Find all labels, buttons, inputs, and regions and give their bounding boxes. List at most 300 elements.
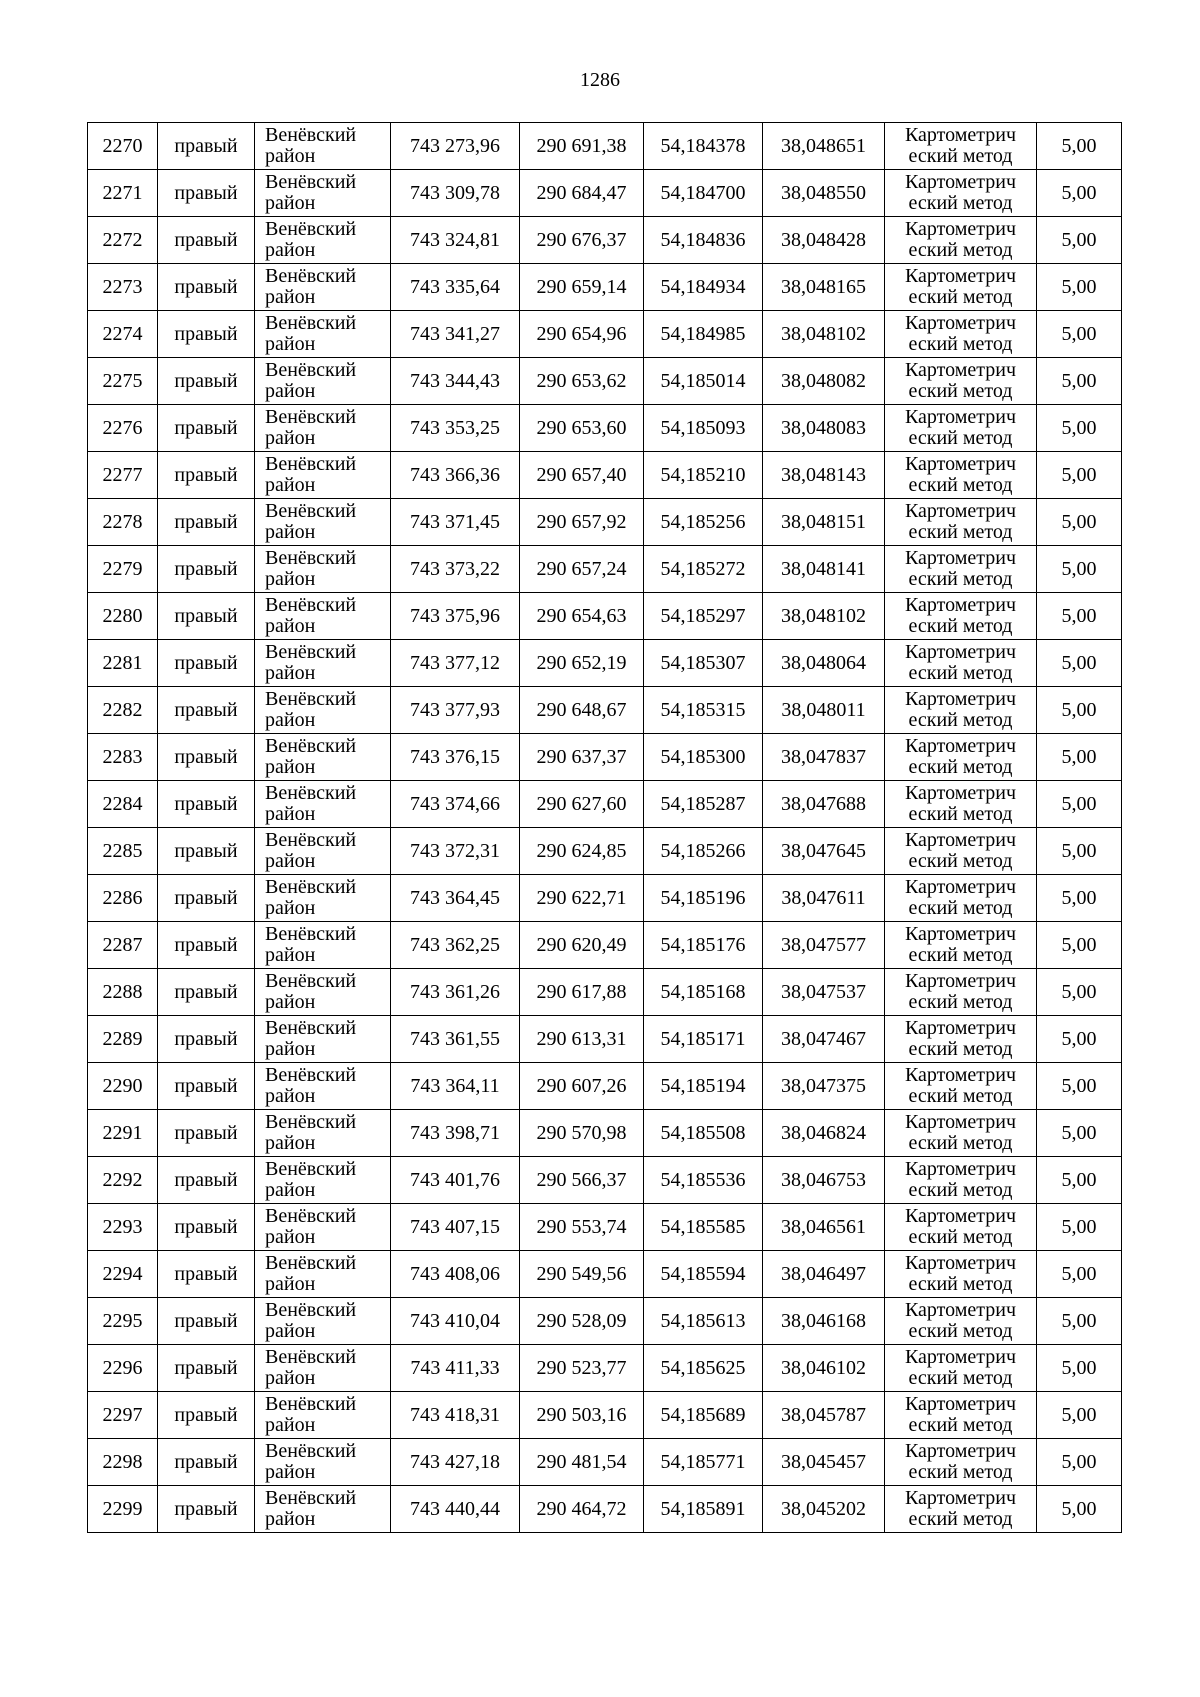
region-cell <box>255 781 391 828</box>
region-cell <box>255 1204 391 1251</box>
coord-y-cell: 290 659,14 <box>520 264 644 311</box>
method-cell <box>885 1110 1037 1157</box>
precision-cell: 5,00 <box>1037 687 1122 734</box>
region-line: Венёвский <box>265 406 357 428</box>
region-line: Венёвский <box>265 876 357 898</box>
region-cell <box>255 593 391 640</box>
region-line: район <box>265 286 316 308</box>
bank-side-cell: правый <box>158 593 255 640</box>
longitude-cell: 38,046168 <box>763 1298 885 1345</box>
coord-y-cell: 290 657,40 <box>520 452 644 499</box>
region-line: район <box>265 850 316 872</box>
region-line: Венёвский <box>265 641 357 663</box>
method-line: еский метод <box>908 1461 1013 1483</box>
method-line: еский метод <box>908 850 1013 872</box>
region-line: район <box>265 568 316 590</box>
region-line: Венёвский <box>265 1252 357 1274</box>
table-row <box>88 1486 1122 1533</box>
latitude-cell: 54,185585 <box>644 1204 763 1251</box>
table-row <box>88 1204 1122 1251</box>
method-line: еский метод <box>908 897 1013 919</box>
method-cell <box>885 452 1037 499</box>
coord-y-cell: 290 523,77 <box>520 1345 644 1392</box>
precision-cell: 5,00 <box>1037 593 1122 640</box>
latitude-cell: 54,185168 <box>644 969 763 1016</box>
coord-x-cell: 743 366,36 <box>391 452 520 499</box>
region-line: Венёвский <box>265 218 357 240</box>
coord-x-cell: 743 410,04 <box>391 1298 520 1345</box>
coord-y-cell: 290 481,54 <box>520 1439 644 1486</box>
precision-cell: 5,00 <box>1037 640 1122 687</box>
method-line: Картометрич <box>904 1440 1017 1462</box>
bank-side-cell: правый <box>158 123 255 170</box>
precision-cell: 5,00 <box>1037 1204 1122 1251</box>
method-cell <box>885 1298 1037 1345</box>
method-line: Картометрич <box>904 1346 1017 1368</box>
region-cell <box>255 1110 391 1157</box>
region-cell <box>255 875 391 922</box>
coord-y-cell: 290 566,37 <box>520 1157 644 1204</box>
point-number-cell: 2274 <box>88 311 158 358</box>
point-number-cell: 2290 <box>88 1063 158 1110</box>
longitude-cell: 38,048064 <box>763 640 885 687</box>
point-number-cell: 2299 <box>88 1486 158 1533</box>
coord-x-cell: 743 341,27 <box>391 311 520 358</box>
region-line: Венёвский <box>265 1346 357 1368</box>
method-line: Картометрич <box>904 171 1017 193</box>
coord-x-cell: 743 362,25 <box>391 922 520 969</box>
latitude-cell: 54,185093 <box>644 405 763 452</box>
latitude-cell: 54,184934 <box>644 264 763 311</box>
method-cell <box>885 1016 1037 1063</box>
bank-side-cell: правый <box>158 358 255 405</box>
point-number-cell: 2285 <box>88 828 158 875</box>
precision-cell: 5,00 <box>1037 358 1122 405</box>
point-number-cell: 2282 <box>88 687 158 734</box>
table-body <box>88 123 1122 1533</box>
region-line: Венёвский <box>265 970 357 992</box>
latitude-cell: 54,185594 <box>644 1251 763 1298</box>
coord-y-cell: 290 657,92 <box>520 499 644 546</box>
point-number-cell: 2275 <box>88 358 158 405</box>
point-number-cell: 2286 <box>88 875 158 922</box>
precision-cell: 5,00 <box>1037 1439 1122 1486</box>
longitude-cell: 38,048151 <box>763 499 885 546</box>
region-line: Венёвский <box>265 312 357 334</box>
region-cell <box>255 969 391 1016</box>
coord-y-cell: 290 657,24 <box>520 546 644 593</box>
region-line: Венёвский <box>265 453 357 475</box>
method-cell <box>885 593 1037 640</box>
region-line: район <box>265 944 316 966</box>
coord-x-cell: 743 353,25 <box>391 405 520 452</box>
method-line: Картометрич <box>904 1111 1017 1133</box>
method-line: еский метод <box>908 568 1013 590</box>
longitude-cell: 38,048550 <box>763 170 885 217</box>
latitude-cell: 54,185536 <box>644 1157 763 1204</box>
point-number-cell: 2283 <box>88 734 158 781</box>
table-row <box>88 1251 1122 1298</box>
latitude-cell: 54,185196 <box>644 875 763 922</box>
table-row <box>88 1016 1122 1063</box>
region-line: Венёвский <box>265 359 357 381</box>
bank-side-cell: правый <box>158 1298 255 1345</box>
method-line: еский метод <box>908 1132 1013 1154</box>
coord-x-cell: 743 411,33 <box>391 1345 520 1392</box>
coord-y-cell: 290 549,56 <box>520 1251 644 1298</box>
method-line: еский метод <box>908 944 1013 966</box>
table-row <box>88 593 1122 640</box>
region-line: Венёвский <box>265 265 357 287</box>
method-line: Картометрич <box>904 1064 1017 1086</box>
method-line: Картометрич <box>904 923 1017 945</box>
region-line: район <box>265 1320 316 1342</box>
table-row <box>88 1298 1122 1345</box>
method-line: Картометрич <box>904 453 1017 475</box>
region-line: Венёвский <box>265 124 357 146</box>
bank-side-cell: правый <box>158 1392 255 1439</box>
precision-cell: 5,00 <box>1037 264 1122 311</box>
coord-y-cell: 290 622,71 <box>520 875 644 922</box>
bank-side-cell: правый <box>158 640 255 687</box>
precision-cell: 5,00 <box>1037 875 1122 922</box>
method-cell <box>885 499 1037 546</box>
table-row <box>88 1439 1122 1486</box>
region-line: район <box>265 1461 316 1483</box>
method-cell <box>885 875 1037 922</box>
method-line: еский метод <box>908 1226 1013 1248</box>
method-line: еский метод <box>908 803 1013 825</box>
latitude-cell: 54,185266 <box>644 828 763 875</box>
longitude-cell: 38,048102 <box>763 311 885 358</box>
method-line: Картометрич <box>904 970 1017 992</box>
table-row <box>88 358 1122 405</box>
region-line: район <box>265 803 316 825</box>
longitude-cell: 38,046102 <box>763 1345 885 1392</box>
method-cell <box>885 264 1037 311</box>
method-line: Картометрич <box>904 1393 1017 1415</box>
point-number-cell: 2296 <box>88 1345 158 1392</box>
bank-side-cell: правый <box>158 969 255 1016</box>
method-line: Картометрич <box>904 782 1017 804</box>
coord-x-cell: 743 361,26 <box>391 969 520 1016</box>
method-cell <box>885 969 1037 1016</box>
longitude-cell: 38,045202 <box>763 1486 885 1533</box>
coord-y-cell: 290 648,67 <box>520 687 644 734</box>
region-line: Венёвский <box>265 829 357 851</box>
region-line: район <box>265 991 316 1013</box>
method-line: еский метод <box>908 286 1013 308</box>
method-line: Картометрич <box>904 1017 1017 1039</box>
precision-cell: 5,00 <box>1037 170 1122 217</box>
coord-y-cell: 290 528,09 <box>520 1298 644 1345</box>
longitude-cell: 38,047537 <box>763 969 885 1016</box>
method-line: еский метод <box>908 1320 1013 1342</box>
table-row <box>88 452 1122 499</box>
method-cell <box>885 828 1037 875</box>
point-number-cell: 2284 <box>88 781 158 828</box>
point-number-cell: 2276 <box>88 405 158 452</box>
method-line: еский метод <box>908 1273 1013 1295</box>
latitude-cell: 54,185272 <box>644 546 763 593</box>
method-cell <box>885 1439 1037 1486</box>
region-line: район <box>265 427 316 449</box>
table-row <box>88 405 1122 452</box>
precision-cell: 5,00 <box>1037 1251 1122 1298</box>
method-line: Картометрич <box>904 1299 1017 1321</box>
region-line: район <box>265 756 316 778</box>
table-row <box>88 1345 1122 1392</box>
coord-x-cell: 743 377,93 <box>391 687 520 734</box>
method-line: еский метод <box>908 192 1013 214</box>
longitude-cell: 38,046497 <box>763 1251 885 1298</box>
method-line: еский метод <box>908 662 1013 684</box>
method-line: еский метод <box>908 1414 1013 1436</box>
coord-y-cell: 290 654,63 <box>520 593 644 640</box>
region-line: район <box>265 521 316 543</box>
region-line: Венёвский <box>265 1487 357 1509</box>
method-cell <box>885 1204 1037 1251</box>
coord-x-cell: 743 344,43 <box>391 358 520 405</box>
latitude-cell: 54,185771 <box>644 1439 763 1486</box>
longitude-cell: 38,047611 <box>763 875 885 922</box>
coordinates-table <box>87 122 1122 1533</box>
coord-y-cell: 290 503,16 <box>520 1392 644 1439</box>
method-line: еский метод <box>908 709 1013 731</box>
region-cell <box>255 640 391 687</box>
longitude-cell: 38,048143 <box>763 452 885 499</box>
method-line: Картометрич <box>904 1252 1017 1274</box>
method-line: Картометрич <box>904 1487 1017 1509</box>
point-number-cell: 2294 <box>88 1251 158 1298</box>
region-line: район <box>265 1508 316 1530</box>
method-line: Картометрич <box>904 688 1017 710</box>
method-line: Картометрич <box>904 312 1017 334</box>
coord-y-cell: 290 617,88 <box>520 969 644 1016</box>
method-line: еский метод <box>908 380 1013 402</box>
point-number-cell: 2292 <box>88 1157 158 1204</box>
region-cell <box>255 1298 391 1345</box>
region-cell <box>255 687 391 734</box>
region-line: Венёвский <box>265 735 357 757</box>
region-line: район <box>265 615 316 637</box>
coord-y-cell: 290 607,26 <box>520 1063 644 1110</box>
bank-side-cell: правый <box>158 405 255 452</box>
table-row <box>88 640 1122 687</box>
region-cell <box>255 123 391 170</box>
region-line: район <box>265 1273 316 1295</box>
region-cell <box>255 1345 391 1392</box>
method-cell <box>885 123 1037 170</box>
precision-cell: 5,00 <box>1037 969 1122 1016</box>
coord-y-cell: 290 553,74 <box>520 1204 644 1251</box>
precision-cell: 5,00 <box>1037 1063 1122 1110</box>
bank-side-cell: правый <box>158 1063 255 1110</box>
region-line: район <box>265 1226 316 1248</box>
latitude-cell: 54,185508 <box>644 1110 763 1157</box>
latitude-cell: 54,185194 <box>644 1063 763 1110</box>
coord-y-cell: 290 654,96 <box>520 311 644 358</box>
precision-cell: 5,00 <box>1037 1298 1122 1345</box>
longitude-cell: 38,045457 <box>763 1439 885 1486</box>
bank-side-cell: правый <box>158 1110 255 1157</box>
coord-x-cell: 743 373,22 <box>391 546 520 593</box>
precision-cell: 5,00 <box>1037 217 1122 264</box>
bank-side-cell: правый <box>158 1345 255 1392</box>
region-cell <box>255 358 391 405</box>
bank-side-cell: правый <box>158 1204 255 1251</box>
coord-y-cell: 290 637,37 <box>520 734 644 781</box>
method-cell <box>885 405 1037 452</box>
coord-y-cell: 290 620,49 <box>520 922 644 969</box>
table-row <box>88 875 1122 922</box>
region-line: район <box>265 1179 316 1201</box>
region-line: Венёвский <box>265 1017 357 1039</box>
method-cell <box>885 922 1037 969</box>
bank-side-cell: правый <box>158 875 255 922</box>
latitude-cell: 54,185625 <box>644 1345 763 1392</box>
latitude-cell: 54,185613 <box>644 1298 763 1345</box>
precision-cell: 5,00 <box>1037 546 1122 593</box>
method-line: еский метод <box>908 991 1013 1013</box>
table-row <box>88 546 1122 593</box>
table-row <box>88 499 1122 546</box>
bank-side-cell: правый <box>158 1016 255 1063</box>
latitude-cell: 54,184700 <box>644 170 763 217</box>
method-line: Картометрич <box>904 641 1017 663</box>
coord-y-cell: 290 613,31 <box>520 1016 644 1063</box>
bank-side-cell: правый <box>158 1157 255 1204</box>
precision-cell: 5,00 <box>1037 1345 1122 1392</box>
precision-cell: 5,00 <box>1037 1110 1122 1157</box>
region-line: район <box>265 380 316 402</box>
table-row <box>88 311 1122 358</box>
longitude-cell: 38,048102 <box>763 593 885 640</box>
table-row <box>88 734 1122 781</box>
bank-side-cell: правый <box>158 499 255 546</box>
longitude-cell: 38,048141 <box>763 546 885 593</box>
coord-y-cell: 290 684,47 <box>520 170 644 217</box>
method-cell <box>885 1345 1037 1392</box>
method-line: Картометрич <box>904 406 1017 428</box>
coord-x-cell: 743 408,06 <box>391 1251 520 1298</box>
method-line: Картометрич <box>904 1205 1017 1227</box>
coord-y-cell: 290 691,38 <box>520 123 644 170</box>
longitude-cell: 38,047375 <box>763 1063 885 1110</box>
table-row <box>88 1063 1122 1110</box>
region-cell <box>255 828 391 875</box>
region-cell <box>255 499 391 546</box>
region-cell <box>255 1063 391 1110</box>
method-cell <box>885 1063 1037 1110</box>
precision-cell: 5,00 <box>1037 452 1122 499</box>
region-cell <box>255 405 391 452</box>
region-line: район <box>265 662 316 684</box>
method-line: Картометрич <box>904 876 1017 898</box>
table-row <box>88 1157 1122 1204</box>
coord-y-cell: 290 570,98 <box>520 1110 644 1157</box>
coord-x-cell: 743 407,15 <box>391 1204 520 1251</box>
method-line: еский метод <box>908 1508 1013 1530</box>
region-line: Венёвский <box>265 1158 357 1180</box>
precision-cell: 5,00 <box>1037 1016 1122 1063</box>
latitude-cell: 54,185689 <box>644 1392 763 1439</box>
table-row <box>88 781 1122 828</box>
table-row <box>88 687 1122 734</box>
bank-side-cell: правый <box>158 1486 255 1533</box>
precision-cell: 5,00 <box>1037 405 1122 452</box>
method-line: еский метод <box>908 145 1013 167</box>
region-cell <box>255 264 391 311</box>
method-line: еский метод <box>908 427 1013 449</box>
method-line: еский метод <box>908 1085 1013 1107</box>
region-line: район <box>265 333 316 355</box>
coord-y-cell: 290 653,60 <box>520 405 644 452</box>
region-line: Венёвский <box>265 547 357 569</box>
precision-cell: 5,00 <box>1037 1392 1122 1439</box>
region-line: Венёвский <box>265 1440 357 1462</box>
point-number-cell: 2287 <box>88 922 158 969</box>
table-row <box>88 969 1122 1016</box>
method-cell <box>885 640 1037 687</box>
coord-x-cell: 743 273,96 <box>391 123 520 170</box>
method-line: Картометрич <box>904 124 1017 146</box>
longitude-cell: 38,046561 <box>763 1204 885 1251</box>
region-line: Венёвский <box>265 500 357 522</box>
method-cell <box>885 781 1037 828</box>
point-number-cell: 2272 <box>88 217 158 264</box>
point-number-cell: 2297 <box>88 1392 158 1439</box>
latitude-cell: 54,185171 <box>644 1016 763 1063</box>
region-line: район <box>265 897 316 919</box>
bank-side-cell: правый <box>158 311 255 358</box>
region-line: Венёвский <box>265 688 357 710</box>
latitude-cell: 54,184836 <box>644 217 763 264</box>
region-line: Венёвский <box>265 1111 357 1133</box>
point-number-cell: 2270 <box>88 123 158 170</box>
latitude-cell: 54,185315 <box>644 687 763 734</box>
latitude-cell: 54,185287 <box>644 781 763 828</box>
method-line: Картометрич <box>904 500 1017 522</box>
region-line: район <box>265 145 316 167</box>
coord-x-cell: 743 324,81 <box>391 217 520 264</box>
region-line: район <box>265 192 316 214</box>
method-line: Картометрич <box>904 829 1017 851</box>
method-cell <box>885 311 1037 358</box>
longitude-cell: 38,048651 <box>763 123 885 170</box>
coord-x-cell: 743 418,31 <box>391 1392 520 1439</box>
method-cell <box>885 734 1037 781</box>
bank-side-cell: правый <box>158 828 255 875</box>
longitude-cell: 38,047577 <box>763 922 885 969</box>
table-row <box>88 217 1122 264</box>
point-number-cell: 2289 <box>88 1016 158 1063</box>
coord-y-cell: 290 652,19 <box>520 640 644 687</box>
method-cell <box>885 546 1037 593</box>
bank-side-cell: правый <box>158 217 255 264</box>
longitude-cell: 38,047688 <box>763 781 885 828</box>
method-line: еский метод <box>908 239 1013 261</box>
method-cell <box>885 170 1037 217</box>
region-line: Венёвский <box>265 1299 357 1321</box>
region-cell <box>255 734 391 781</box>
region-line: район <box>265 474 316 496</box>
method-cell <box>885 358 1037 405</box>
region-cell <box>255 546 391 593</box>
region-cell <box>255 1251 391 1298</box>
method-line: еский метод <box>908 1179 1013 1201</box>
latitude-cell: 54,185176 <box>644 922 763 969</box>
